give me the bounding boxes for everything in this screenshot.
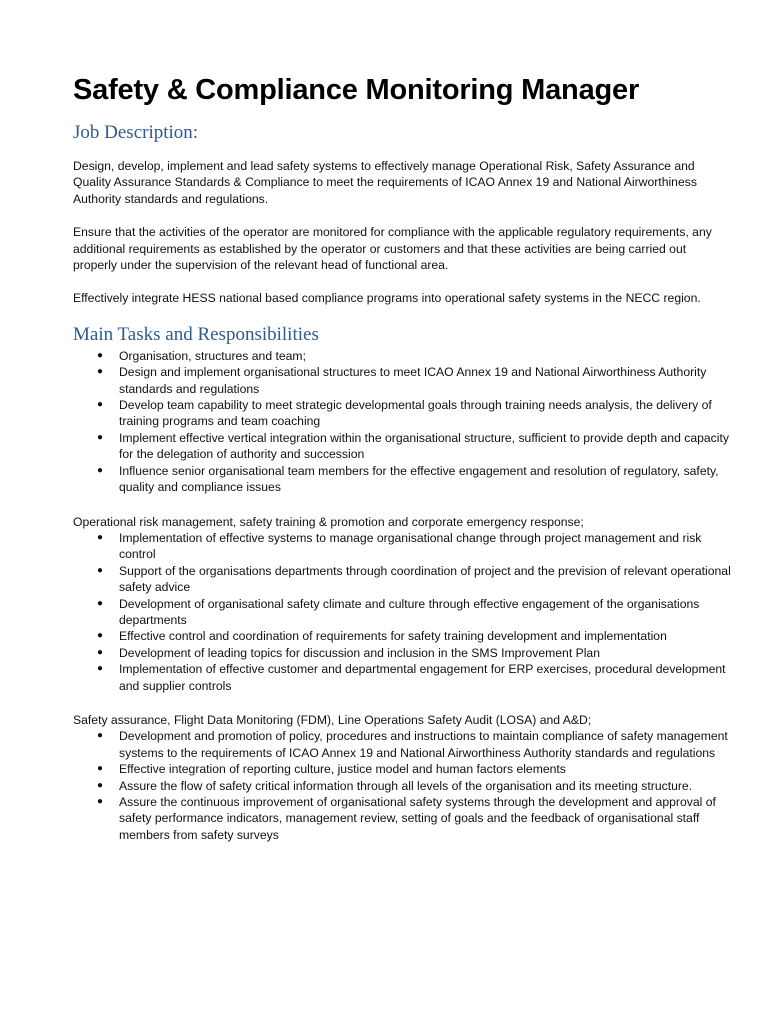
bullet-icon: ● [97,431,104,443]
list-item [73,530,732,563]
list-item [73,364,732,397]
bullet-icon: ● [97,349,104,361]
bullet-icon: ● [97,464,104,476]
list-item [73,778,732,794]
bullet-icon: ● [97,531,104,543]
risk-management-lead: Operational risk management, safety training & promotion and corporate emergency response; [73,514,584,529]
main-tasks-heading: Main Tasks and Responsibilities [73,323,319,345]
bullet-icon: ● [97,730,104,742]
page-title: Safety & Compliance Monitoring Manager [73,74,640,106]
list-item-text: Assure the flow of safety critical information through all levels of the organisation and its meeting structure. [119,778,693,793]
risk-management-list [73,530,732,694]
bullet-icon: ● [97,597,104,609]
list-item-text: Development and promotion of policy, procedures and instructions to maintain compliance of safety management systems to the requirements of ICAO Annex 19 and National Airworthiness Authority standards and regulations [119,729,728,760]
bullet-icon: ● [97,564,104,576]
bullet-icon: ● [97,646,104,658]
list-item-text: Organisation, structures and team; [119,348,306,363]
job-description-heading: Job Description: [73,122,199,143]
bullet-icon: ● [97,796,104,807]
list-item-text: Assure the continuous improvement of organisational safety systems through the development and approval of safety performance indicators, management review, setting of goals and the feedback of organisational staff members from safety surveys [119,795,716,842]
list-item [73,728,732,761]
list-item [73,628,732,644]
list-item [73,463,732,496]
list-item-text: Implementation of effective systems to manage organisational change through project management and risk control [119,530,702,562]
job-description-paragraph-3: Effectively integrate HESS national based compliance programs into operational safety systems in the NECC region. [73,291,701,306]
list-item [73,645,732,661]
list-item-text: Development of leading topics for discussion and inclusion in the SMS Improvement Plan [119,645,600,660]
list-item [73,348,732,364]
bullet-icon: ● [97,366,104,378]
list-item-text: Support of the organisations departments through coordination of project and the prevision of relevant operational safety advice [119,563,731,595]
safety-assurance-list [73,728,732,843]
list-item-text: Implement effective vertical integration within the organisational structure, sufficient to provide depth and capacity for the delegation of authority and succession [119,430,729,462]
safety-assurance-lead: Safety assurance, Flight Data Monitoring (FDM), Line Operations Safety Audit (LOSA) and A&D; [73,712,592,727]
list-item-text: Implementation of effective customer and departmental engagement for ERP exercises, procedural development and supplier controls [119,662,726,693]
bullet-icon: ● [97,630,104,642]
list-item [73,596,732,629]
list-item [73,794,732,843]
list-item-text: Effective control and coordination of requirements for safety training development and implementation [119,629,667,644]
list-item [73,397,732,430]
organisation-list [73,348,732,496]
bullet-icon: ● [97,763,104,775]
list-item [73,563,732,596]
list-item-text: Influence senior organisational team members for the effective engagement and resolution of regulatory, safety, quality and compliance issues [119,463,719,495]
list-item-text: Effective integration of reporting culture, justice model and human factors elements [119,762,566,777]
bullet-icon: ● [97,663,104,675]
bullet-icon: ● [97,399,104,411]
list-item-text: Develop team capability to meet strategic developmental goals through training needs analysis, the delivery of training programs and team coaching [119,398,712,429]
list-item-text: Development of organisational safety climate and culture through effective engagement of the organisations departments [119,596,700,627]
bullet-icon: ● [97,779,104,791]
job-description-paragraph-2: Ensure that the activities of the operator are monitored for compliance with the applicable regulatory requirements, any additional requirements as established by the operator or customers and that these activities are being carried out properly under the supervision of the relevant head of functional area. [73,225,712,273]
list-item-text: Design and implement organisational structures to meet ICAO Annex 19 and National Airworthiness Authority standards and regulations [119,365,707,396]
job-description-paragraph-1: Design, develop, implement and lead safety systems to effectively manage Operational Risk, Safety Assurance and Quality Assurance Standards & Compliance to meet the requirements of ICAO Annex 19 and National Airworthiness Authority standards and regulations. [73,159,697,206]
list-item [73,661,732,694]
list-item [73,761,732,777]
list-item [73,430,732,463]
